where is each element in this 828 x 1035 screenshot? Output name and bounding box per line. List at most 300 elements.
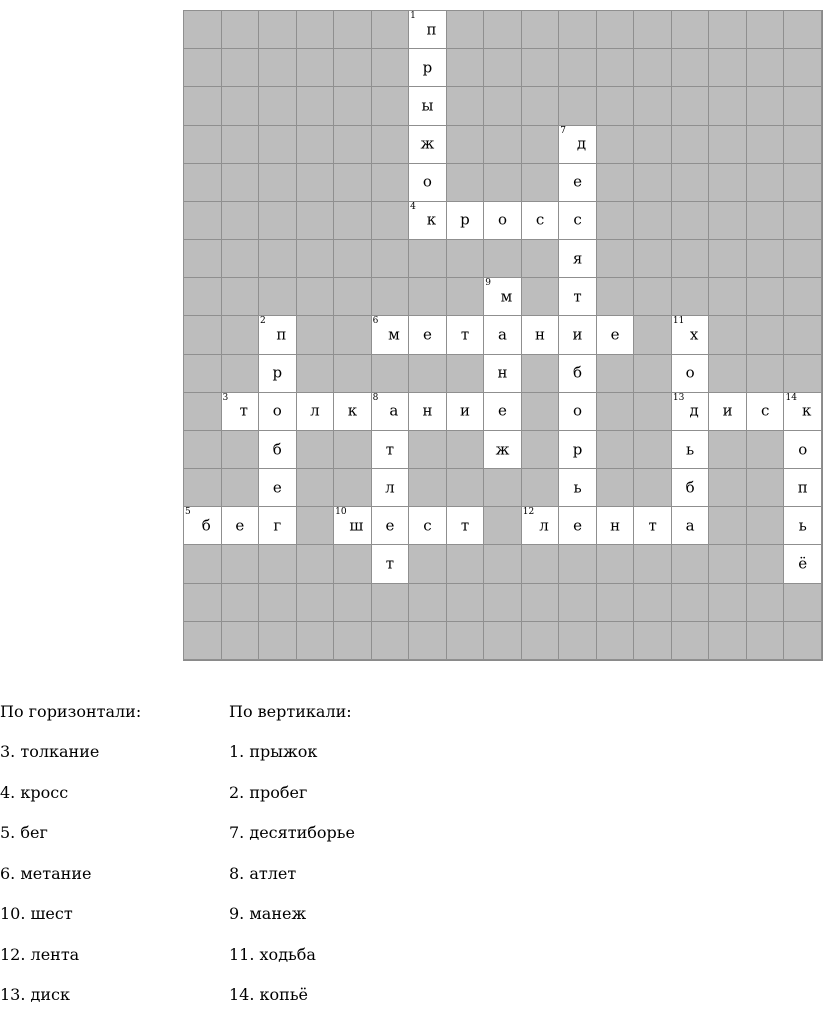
blocked-cell xyxy=(371,48,410,87)
blocked-cell xyxy=(183,48,222,87)
blocked-cell xyxy=(708,430,747,469)
cell-letter: е xyxy=(235,516,245,535)
blocked-cell xyxy=(221,583,260,622)
blocked-cell xyxy=(446,621,485,660)
crossword-cell[interactable] xyxy=(558,201,597,240)
crossword-cell[interactable] xyxy=(408,86,447,125)
blocked-cell xyxy=(783,277,822,316)
cell-letter: б xyxy=(685,478,695,497)
blocked-cell xyxy=(708,544,747,583)
across-clue: 10. шест xyxy=(0,904,73,923)
cell-letter: ш xyxy=(349,516,364,535)
down-clue: 7. десятиборье xyxy=(229,823,355,842)
crossword-cell[interactable] xyxy=(446,392,485,431)
blocked-cell xyxy=(258,621,297,660)
crossword-cell[interactable] xyxy=(596,315,635,354)
blocked-cell xyxy=(221,163,260,202)
blocked-cell xyxy=(671,201,710,240)
blocked-cell xyxy=(296,239,335,278)
blocked-cell xyxy=(746,354,785,393)
cell-letter: с xyxy=(761,401,770,420)
blocked-cell xyxy=(296,48,335,87)
cell-letter: а xyxy=(498,325,507,344)
blocked-cell xyxy=(708,621,747,660)
crossword-cell[interactable] xyxy=(258,392,297,431)
blocked-cell xyxy=(446,163,485,202)
blocked-cell xyxy=(183,277,222,316)
blocked-cell xyxy=(221,544,260,583)
blocked-cell xyxy=(333,583,372,622)
blocked-cell xyxy=(521,86,560,125)
blocked-cell xyxy=(183,583,222,622)
blocked-cell xyxy=(183,315,222,354)
blocked-cell xyxy=(708,277,747,316)
blocked-cell xyxy=(783,10,822,49)
blocked-cell xyxy=(183,544,222,583)
cell-letter: о xyxy=(497,210,507,229)
blocked-cell xyxy=(408,354,447,393)
clue-number: 5 xyxy=(185,507,191,518)
blocked-cell xyxy=(296,163,335,202)
blocked-cell xyxy=(521,544,560,583)
blocked-cell xyxy=(333,239,372,278)
blocked-cell xyxy=(183,201,222,240)
clue-number: 6 xyxy=(372,316,379,327)
cell-letter: а xyxy=(685,516,695,535)
blocked-cell xyxy=(258,544,297,583)
blocked-cell xyxy=(783,583,822,622)
cell-letter: д xyxy=(689,401,699,420)
crossword-cell[interactable] xyxy=(671,430,710,469)
blocked-cell xyxy=(258,10,297,49)
blocked-cell xyxy=(558,544,597,583)
cell-letter: с xyxy=(573,210,582,229)
crossword-cell[interactable] xyxy=(371,430,410,469)
blocked-cell xyxy=(596,48,635,87)
blocked-cell xyxy=(596,277,635,316)
cell-letter: н xyxy=(497,363,508,382)
blocked-cell xyxy=(558,48,597,87)
blocked-cell xyxy=(746,239,785,278)
blocked-cell xyxy=(296,621,335,660)
cell-letter: ж xyxy=(495,440,510,459)
cell-letter: е xyxy=(573,172,582,191)
clue-number: 2 xyxy=(260,316,266,327)
blocked-cell xyxy=(333,86,372,125)
cell-letter: т xyxy=(648,516,657,535)
blocked-cell xyxy=(371,354,410,393)
blocked-cell xyxy=(371,621,410,660)
blocked-cell xyxy=(258,125,297,164)
clue-number: 4 xyxy=(410,201,416,212)
blocked-cell xyxy=(333,277,372,316)
crossword-cell[interactable] xyxy=(408,392,447,431)
clue-number: 3 xyxy=(222,392,229,403)
blocked-cell xyxy=(296,10,335,49)
cell-letter: я xyxy=(572,249,583,268)
blocked-cell xyxy=(521,48,560,87)
crossword-cell[interactable] xyxy=(558,392,597,431)
across-clue: 13. диск xyxy=(0,985,71,1004)
crossword-cell[interactable] xyxy=(558,163,597,202)
blocked-cell xyxy=(558,621,597,660)
crossword-cell[interactable] xyxy=(371,392,410,431)
down-clue: 14. копьё xyxy=(229,985,309,1004)
across-heading: По горизонтали: xyxy=(0,702,142,721)
blocked-cell xyxy=(521,163,560,202)
blocked-cell xyxy=(783,239,822,278)
blocked-cell xyxy=(521,621,560,660)
blocked-cell xyxy=(221,125,260,164)
clue-number: 14 xyxy=(785,392,797,403)
blocked-cell xyxy=(258,86,297,125)
blocked-cell xyxy=(446,277,485,316)
blocked-cell xyxy=(596,86,635,125)
crossword-cell[interactable] xyxy=(371,506,410,545)
blocked-cell xyxy=(708,10,747,49)
blocked-cell xyxy=(633,48,672,87)
blocked-cell xyxy=(408,621,447,660)
cell-letter: о xyxy=(685,363,695,382)
crossword-cell[interactable] xyxy=(258,468,297,507)
crossword-cell[interactable] xyxy=(296,392,335,431)
down-heading: По вертикали: xyxy=(229,702,352,721)
blocked-cell xyxy=(221,430,260,469)
blocked-cell xyxy=(783,315,822,354)
crossword-cell[interactable] xyxy=(558,430,597,469)
crossword-cell[interactable] xyxy=(371,315,410,354)
cell-letter: е xyxy=(498,401,507,420)
cell-letter: н xyxy=(610,516,621,535)
crossword-cell[interactable] xyxy=(408,48,447,87)
crossword-cell[interactable] xyxy=(258,430,297,469)
cell-letter: и xyxy=(572,325,583,344)
blocked-cell xyxy=(183,354,222,393)
blocked-cell xyxy=(596,430,635,469)
crossword-cell[interactable] xyxy=(371,544,410,583)
crossword-cell[interactable] xyxy=(783,392,822,431)
blocked-cell xyxy=(333,163,372,202)
cell-letter: р xyxy=(272,363,283,382)
crossword-cell[interactable] xyxy=(483,201,522,240)
blocked-cell xyxy=(708,201,747,240)
blocked-cell xyxy=(708,583,747,622)
blocked-cell xyxy=(671,239,710,278)
cell-letter: т xyxy=(385,440,395,459)
blocked-cell xyxy=(633,392,672,431)
cell-letter: к xyxy=(347,401,358,420)
crossword-cell[interactable] xyxy=(371,468,410,507)
blocked-cell xyxy=(221,239,260,278)
blocked-cell xyxy=(258,163,297,202)
blocked-cell xyxy=(446,544,485,583)
blocked-cell xyxy=(296,583,335,622)
crossword-cell[interactable] xyxy=(483,277,522,316)
crossword-cell[interactable] xyxy=(783,430,822,469)
crossword-cell[interactable] xyxy=(708,392,747,431)
crossword-cell[interactable] xyxy=(558,125,597,164)
crossword-cell[interactable] xyxy=(333,392,372,431)
blocked-cell xyxy=(633,354,672,393)
crossword-cell[interactable] xyxy=(408,10,447,49)
crossword-cell[interactable] xyxy=(521,201,560,240)
blocked-cell xyxy=(371,125,410,164)
clue-number: 10 xyxy=(335,507,347,518)
cell-letter: б xyxy=(201,516,211,535)
crossword-cell[interactable] xyxy=(521,506,560,545)
crossword-cell[interactable] xyxy=(446,201,485,240)
blocked-cell xyxy=(521,354,560,393)
blocked-cell xyxy=(296,201,335,240)
cell-letter: н xyxy=(422,401,433,420)
blocked-cell xyxy=(746,468,785,507)
blocked-cell xyxy=(708,48,747,87)
blocked-cell xyxy=(258,583,297,622)
blocked-cell xyxy=(371,583,410,622)
blocked-cell xyxy=(483,125,522,164)
crossword-cell[interactable] xyxy=(483,354,522,393)
blocked-cell xyxy=(183,239,222,278)
crossword-cell[interactable] xyxy=(183,506,222,545)
crossword-cell[interactable] xyxy=(596,506,635,545)
crossword-cell[interactable] xyxy=(671,354,710,393)
crossword-cell[interactable] xyxy=(483,315,522,354)
blocked-cell xyxy=(183,430,222,469)
blocked-cell xyxy=(183,392,222,431)
blocked-cell xyxy=(296,125,335,164)
blocked-cell xyxy=(483,583,522,622)
crossword-cell[interactable] xyxy=(671,315,710,354)
blocked-cell xyxy=(183,621,222,660)
blocked-cell xyxy=(671,277,710,316)
cell-letter: о xyxy=(573,401,583,420)
blocked-cell xyxy=(221,354,260,393)
cell-letter: о xyxy=(272,401,282,420)
blocked-cell xyxy=(558,583,597,622)
blocked-cell xyxy=(221,277,260,316)
blocked-cell xyxy=(333,544,372,583)
blocked-cell xyxy=(371,201,410,240)
blocked-cell xyxy=(633,201,672,240)
blocked-cell xyxy=(296,544,335,583)
blocked-cell xyxy=(483,544,522,583)
crossword-cell[interactable] xyxy=(483,430,522,469)
crossword-cell[interactable] xyxy=(746,392,785,431)
blocked-cell xyxy=(633,583,672,622)
cell-letter: р xyxy=(460,210,470,229)
blocked-cell xyxy=(258,239,297,278)
blocked-cell xyxy=(671,48,710,87)
crossword-cell[interactable] xyxy=(558,354,597,393)
cell-letter: е xyxy=(272,478,282,497)
blocked-cell xyxy=(296,430,335,469)
crossword-cell[interactable] xyxy=(408,163,447,202)
blocked-cell xyxy=(333,315,372,354)
blocked-cell xyxy=(671,86,710,125)
blocked-cell xyxy=(183,10,222,49)
crossword-cell[interactable] xyxy=(446,506,485,545)
crossword-cell[interactable] xyxy=(671,468,710,507)
blocked-cell xyxy=(296,468,335,507)
crossword-cell[interactable] xyxy=(633,506,672,545)
crossword-cell[interactable] xyxy=(558,239,597,278)
cell-letter: и xyxy=(722,401,733,420)
blocked-cell xyxy=(371,10,410,49)
blocked-cell xyxy=(221,468,260,507)
blocked-cell xyxy=(596,354,635,393)
blocked-cell xyxy=(258,201,297,240)
blocked-cell xyxy=(783,201,822,240)
blocked-cell xyxy=(671,544,710,583)
cell-letter: и xyxy=(459,401,470,420)
blocked-cell xyxy=(446,239,485,278)
blocked-cell xyxy=(746,583,785,622)
blocked-cell xyxy=(783,48,822,87)
blocked-cell xyxy=(521,239,560,278)
crossword-cell[interactable] xyxy=(671,392,710,431)
blocked-cell xyxy=(408,239,447,278)
blocked-cell xyxy=(333,621,372,660)
clue-number: 11 xyxy=(672,316,685,327)
crossword-cell[interactable] xyxy=(783,544,822,583)
blocked-cell xyxy=(333,201,372,240)
crossword-cell[interactable] xyxy=(258,506,297,545)
blocked-cell xyxy=(221,315,260,354)
crossword-cell[interactable] xyxy=(671,506,710,545)
crossword-cell[interactable] xyxy=(558,315,597,354)
cell-letter: с xyxy=(423,516,432,535)
blocked-cell xyxy=(596,392,635,431)
blocked-cell xyxy=(746,201,785,240)
blocked-cell xyxy=(446,10,485,49)
blocked-cell xyxy=(633,621,672,660)
blocked-cell xyxy=(183,163,222,202)
crossword-cell[interactable] xyxy=(333,506,372,545)
blocked-cell xyxy=(521,392,560,431)
blocked-cell xyxy=(746,163,785,202)
cell-letter: л xyxy=(539,516,549,535)
crossword-cell[interactable] xyxy=(408,201,447,240)
cell-letter: к xyxy=(426,210,437,229)
blocked-cell xyxy=(783,621,822,660)
crossword-cell[interactable] xyxy=(558,468,597,507)
down-clues xyxy=(229,700,355,1024)
crossword-cell[interactable] xyxy=(783,468,822,507)
blocked-cell xyxy=(596,544,635,583)
cell-letter: е xyxy=(385,516,395,535)
crossword-cell[interactable] xyxy=(446,315,485,354)
blocked-cell xyxy=(783,354,822,393)
blocked-cell xyxy=(408,468,447,507)
blocked-cell xyxy=(746,86,785,125)
crossword-cell[interactable] xyxy=(483,392,522,431)
blocked-cell xyxy=(483,10,522,49)
crossword-cell[interactable] xyxy=(221,392,260,431)
blocked-cell xyxy=(221,48,260,87)
blocked-cell xyxy=(596,583,635,622)
blocked-cell xyxy=(708,315,747,354)
cell-letter: ё xyxy=(798,554,808,573)
blocked-cell xyxy=(446,430,485,469)
blocked-cell xyxy=(783,86,822,125)
crossword-cell[interactable] xyxy=(408,506,447,545)
blocked-cell xyxy=(408,277,447,316)
clue-number: 1 xyxy=(410,11,416,21)
crossword-cell[interactable] xyxy=(408,315,447,354)
blocked-cell xyxy=(183,86,222,125)
blocked-cell xyxy=(446,583,485,622)
cell-letter: ь xyxy=(798,516,807,535)
crossword-cell[interactable] xyxy=(558,506,597,545)
crossword-cell[interactable] xyxy=(408,125,447,164)
cell-letter: х xyxy=(689,325,699,344)
crossword-grid xyxy=(183,10,823,661)
crossword-cell[interactable] xyxy=(221,506,260,545)
blocked-cell xyxy=(446,354,485,393)
across-clue: 5. бег xyxy=(0,823,48,842)
blocked-cell xyxy=(633,468,672,507)
across-clue: 4. кросс xyxy=(0,782,69,802)
blocked-cell xyxy=(596,201,635,240)
blocked-cell xyxy=(521,430,560,469)
across-clues xyxy=(0,700,141,1024)
crossword-cell[interactable] xyxy=(258,354,297,393)
clue-number: 7 xyxy=(560,125,567,136)
crossword-cell[interactable] xyxy=(521,315,560,354)
blocked-cell xyxy=(221,201,260,240)
blocked-cell xyxy=(671,583,710,622)
cell-letter: ы xyxy=(421,96,434,115)
blocked-cell xyxy=(296,277,335,316)
blocked-cell xyxy=(333,354,372,393)
down-clue: 1. прыжок xyxy=(229,742,318,761)
blocked-cell xyxy=(596,621,635,660)
blocked-cell xyxy=(221,621,260,660)
cell-letter: ж xyxy=(420,134,435,153)
blocked-cell xyxy=(371,277,410,316)
blocked-cell xyxy=(371,86,410,125)
blocked-cell xyxy=(633,430,672,469)
blocked-cell xyxy=(746,10,785,49)
cell-letter: р xyxy=(422,58,433,77)
blocked-cell xyxy=(408,544,447,583)
blocked-cell xyxy=(746,277,785,316)
cell-letter: н xyxy=(535,325,546,344)
blocked-cell xyxy=(708,125,747,164)
blocked-cell xyxy=(371,163,410,202)
across-clue: 3. толкание xyxy=(0,742,100,761)
crossword-cell[interactable] xyxy=(558,277,597,316)
blocked-cell xyxy=(296,315,335,354)
cell-letter: а xyxy=(389,401,399,420)
blocked-cell xyxy=(671,10,710,49)
blocked-cell xyxy=(333,48,372,87)
cell-letter: б xyxy=(272,440,282,459)
blocked-cell xyxy=(708,239,747,278)
blocked-cell xyxy=(671,621,710,660)
blocked-cell xyxy=(596,10,635,49)
crossword-cell[interactable] xyxy=(258,315,297,354)
blocked-cell xyxy=(483,506,522,545)
cell-letter: м xyxy=(388,325,400,344)
blocked-cell xyxy=(783,125,822,164)
blocked-cell xyxy=(746,48,785,87)
down-clue: 11. ходьба xyxy=(229,944,316,964)
cell-letter: т xyxy=(573,287,582,306)
blocked-cell xyxy=(633,277,672,316)
crossword-cell[interactable] xyxy=(783,506,822,545)
blocked-cell xyxy=(258,48,297,87)
